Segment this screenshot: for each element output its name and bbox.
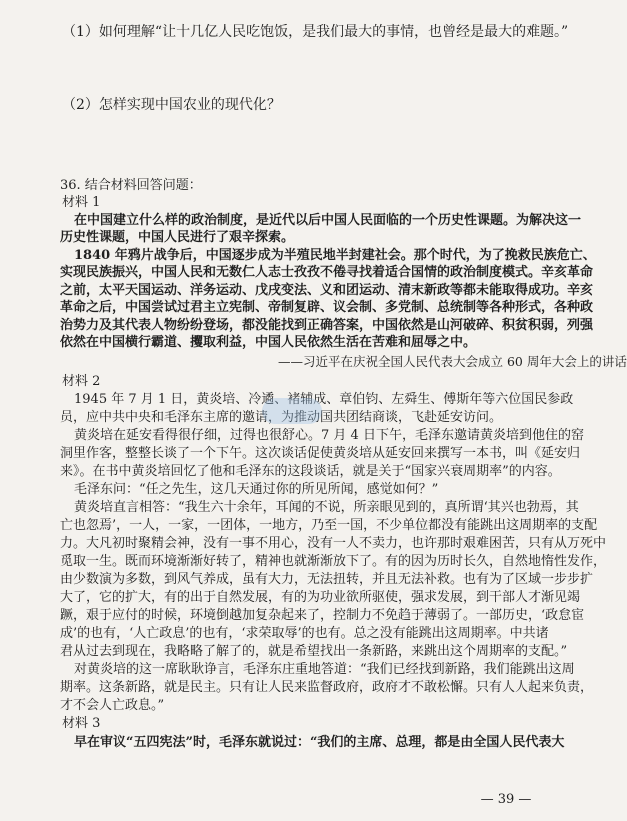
question-2: （2）怎样实现中国农业的现代化？ [62,97,281,113]
m2-line: 毛泽东问：“任之先生，这几天通过你的所见所闻，感觉如何？” [74,482,439,497]
m2-line: 黄炎培直言相答：“我生六十余年，耳闻的不说，所亲眼见到的，真所谓‘其兴也勃焉，其 [74,500,579,515]
m2-line: 成’的也有，‘人亡政息’的也有，‘求荣取辱’的也有。总之没有能跳出这周期率。中共诸 [60,626,549,641]
m1-line: 历史性课题，中国人民进行了艰辛探索。 [60,230,295,245]
page-number: — 39 — [480,792,532,807]
material-2-title: 材料 2 [62,374,101,389]
question-1: （1）如何理解“让十几亿人民吃饱饭，是我们最大的事情，也曾经是最大的难题。” [62,24,569,40]
m2-line: 期率。这条新路，就是民主。只有让人民来监督政府，政府才不敢松懈。只有人人起来负责， [60,680,594,695]
m2-line: 蹶，艰于应付的时候，环境倒越加复杂起来了，控制力不免趋于薄弱了。一部历史，‘政怠宦 [60,608,585,623]
m2-line: 觅取一生。既而环境渐渐好转了，精神也就渐渐放下了。有的因为历时长久，自然地惰性发作， [60,554,607,569]
m1-line: 革命之后，中国尝试过君主立宪制、帝制复辟、议会制、多党制、总统制等各种形式，各种政 [60,300,594,315]
m2-line: 黄炎培在延安看得很仔细，过得也很舒心。7 月 4 日下午，毛泽东邀请黄炎培到他住的窑 [74,428,584,443]
m2-line: 大了，它的扩大，有的出于自然发展，有的为功业欲所驱使，强求发展，到干部人才渐见竭 [60,590,581,605]
watermark-logo [262,398,322,424]
m2-line: 对黄炎培的这一席耿耿诤言，毛泽东庄重地答道：“我们已经找到新路，我们能跳出这周 [74,662,575,677]
m2-line: 由少数演为多数，到风气养成，虽有大力，无法扭转，并且无法补救。也有为了区域一步步扩 [60,572,594,587]
material-1-source: ——习近平在庆祝全国人民代表大会成立 60 周年大会上的讲话 [278,354,627,369]
m2-line: 力。大凡初时聚精会神，没有一事不用心，没有一人不卖力，也许那时艰难困苦，只有从万死中 [60,536,607,551]
m2-line: 1945 年 7 月 1 日，黄炎培、冷遹、褚辅成、章伯钧、左舜生、傅斯年等六位国民参政 [74,392,574,407]
m1-line: 实现民族振兴，中国人民和无数仁人志士孜孜不倦寻找着适合国情的政治制度模式。辛亥革命 [60,265,594,280]
m3-line: 早在审议“五四宪法”时，毛泽东就说过：“我们的主席、总理，都是由全国人民代表大 [74,735,565,750]
m2-line: 员，应中共中央和毛泽东主席的邀请，为推动国共团结商谈，飞赴延安访问。 [60,410,503,425]
material-1-title: 材料 1 [62,195,101,210]
m2-line: 来》。在书中黄炎培回忆了他和毛泽东的这段谈话，就是关于“国家兴衰周期率”的内容。 [60,464,561,479]
m2-line: 君从过去到现在，我略略了解了的，就是希望找出一条新路，来跳出这个周期率的支配。” [60,644,568,659]
material-3-title: 材料 3 [62,716,101,731]
m2-line: 才不会人亡政息。” [60,698,165,713]
m1-line: 在中国建立什么样的政治制度，是近代以后中国人民面临的一个历史性课题。为解决这一 [74,213,582,228]
q36-heading: 36. 结合材料回答问题： [60,178,202,193]
m2-line: 洞里作客，整整长谈了一个下午。这次谈话促使黄炎培从延安回来撰写一本书，叫《延安归 [60,446,581,461]
m1-line: 治势力及其代表人物纷纷登场，都没能找到正确答案，中国依然是山河破碎、积贫积弱，列强 [60,318,594,333]
m1-line: 1840 年鸦片战争后，中国逐步成为半殖民地半封建社会。那个时代，为了挽救民族危亡、 [74,248,596,263]
m2-line: 亡也忽焉’，一人，一家，一团体，一地方，乃至一国，不少单位都没有能跳出这周期率的支配 [60,518,598,533]
m1-line: 依然在中国横行霸道、攫取利益，中国人民依然生活在苦难和屈辱之中。 [60,335,477,350]
m1-line: 之前，太平天国运动、洋务运动、戊戌变法、义和团运动、清末新政等都未能取得成功。辛亥 [60,283,594,298]
